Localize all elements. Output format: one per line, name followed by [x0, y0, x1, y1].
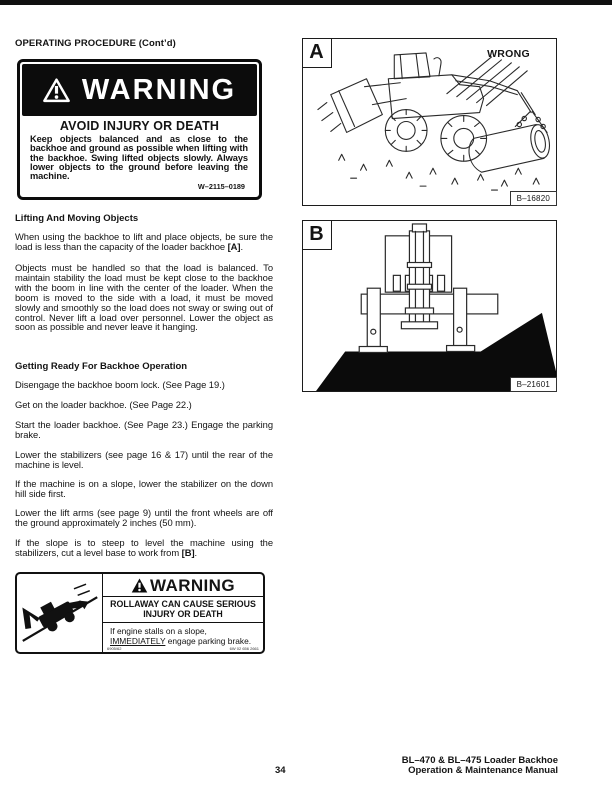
rollaway-body-underlined: IMMEDIATELY — [110, 635, 166, 646]
page-header: OPERATING PROCEDURE (Cont’d) — [15, 38, 176, 49]
paragraph: Objects must be handled so that the load is balanced. To maintain stability the load must be kept close to the backhoe with the boom in line with the center of the loader. When the boom is moved to the side with a load, it must be moved slowly and smoothly so the load does not sway or swing out of control. Never lift a load over personnel. Lower the object as soon as possible and never leave it hanging. — [15, 262, 273, 333]
figure-a-illustration — [303, 39, 556, 205]
footer-line2: Operation & Maintenance Manual — [408, 764, 558, 776]
figure-ref-b: [B] — [181, 546, 195, 558]
paragraph — [15, 232, 273, 252]
footer-manual-title — [402, 756, 558, 776]
rollaway-body-text — [103, 623, 263, 646]
figure-b-code: B–21601 — [510, 377, 557, 392]
step-item: Disengage the backhoe boom lock. (See Page 19.) — [15, 379, 225, 390]
warning-triangle-icon — [43, 78, 70, 103]
rollaway-subtitle — [103, 597, 263, 623]
step-item: Lower the lift arms (see page 9) until the front wheels are off the ground approximately 2 inches (50 mm). — [15, 507, 273, 528]
figure-b-illustration — [303, 221, 556, 391]
step-item: Start the loader backhoe. (See Page 23.) Engage the parking brake. — [15, 419, 273, 440]
rollaway-warning-band — [103, 574, 263, 597]
warning-part-number: W–2115–0189 — [197, 182, 245, 192]
figure-b-label: B — [302, 220, 332, 250]
paragraph-text: When using the backhoe to lift and place objects, be sure the load is less than the capacity of the loader backhoe — [15, 231, 273, 252]
warning-triangle-icon — [131, 578, 148, 593]
rollaway-pictogram-icon — [20, 577, 100, 649]
paragraph-text: If the slope is to steep to level the machine using the stabilizers, cut a level base to work from — [15, 537, 273, 558]
rollaway-text-panel — [103, 574, 263, 652]
warning-title: WARNING — [81, 73, 237, 106]
rollaway-code-left: 6905/62 — [107, 646, 122, 651]
figure-a-frame — [302, 38, 557, 206]
figure-a-label: A — [302, 38, 332, 68]
page-number: 34 — [275, 765, 286, 776]
figure-ref-a: [A] — [227, 240, 241, 252]
rollaway-subtitle-line1: ROLLAWAY CAN CAUSE SERIOUS — [110, 599, 256, 609]
warning-band — [22, 64, 257, 116]
paragraph-text: . — [240, 240, 244, 252]
warning-sign-avoid-injury — [17, 59, 262, 200]
footer-line1: BL–470 & BL–475 Loader Backhoe — [401, 755, 558, 766]
paragraph-text: . — [194, 546, 198, 558]
warning-sign-rollaway — [15, 572, 265, 654]
rollaway-subtitle-line2: INJURY OR DEATH — [143, 609, 223, 619]
figure-b-frame — [302, 220, 557, 392]
figure-a-code: B–16820 — [510, 191, 557, 206]
figure-a-caption: WRONG — [487, 48, 530, 60]
rollaway-warning-title: WARNING — [150, 575, 235, 595]
step-item: Get on the loader backhoe. (See Page 22.) — [15, 399, 192, 410]
section-heading-lifting: Lifting And Moving Objects — [15, 213, 139, 224]
warning-body-text: Keep objects balanced and as close to the backhoe and ground as possible when lifting with the backhoe. Swing lifted objects slowly. Always lower objects to the ground before leaving the machine. — [30, 134, 248, 182]
section-heading-getting-ready: Getting Ready For Backhoe Operation — [15, 361, 188, 372]
rollaway-code-right: 6W 02 656 2661 — [229, 646, 259, 651]
step-item — [15, 538, 273, 558]
rollaway-pictogram-panel — [17, 574, 103, 652]
scan-artifact-bar — [0, 0, 612, 5]
step-item: If the machine is on a slope, lower the stabilizer on the down hill side first. — [15, 478, 273, 499]
rollaway-body-post: engage parking brake. — [165, 635, 252, 646]
step-item: Lower the stabilizers (see page 16 & 17) until the rear of the machine is level. — [15, 449, 273, 470]
rollaway-part-numbers — [107, 646, 259, 651]
rollaway-body-pre: If engine stalls on a slope, — [110, 626, 207, 636]
warning-subtitle: AVOID INJURY OR DEATH — [59, 119, 220, 133]
